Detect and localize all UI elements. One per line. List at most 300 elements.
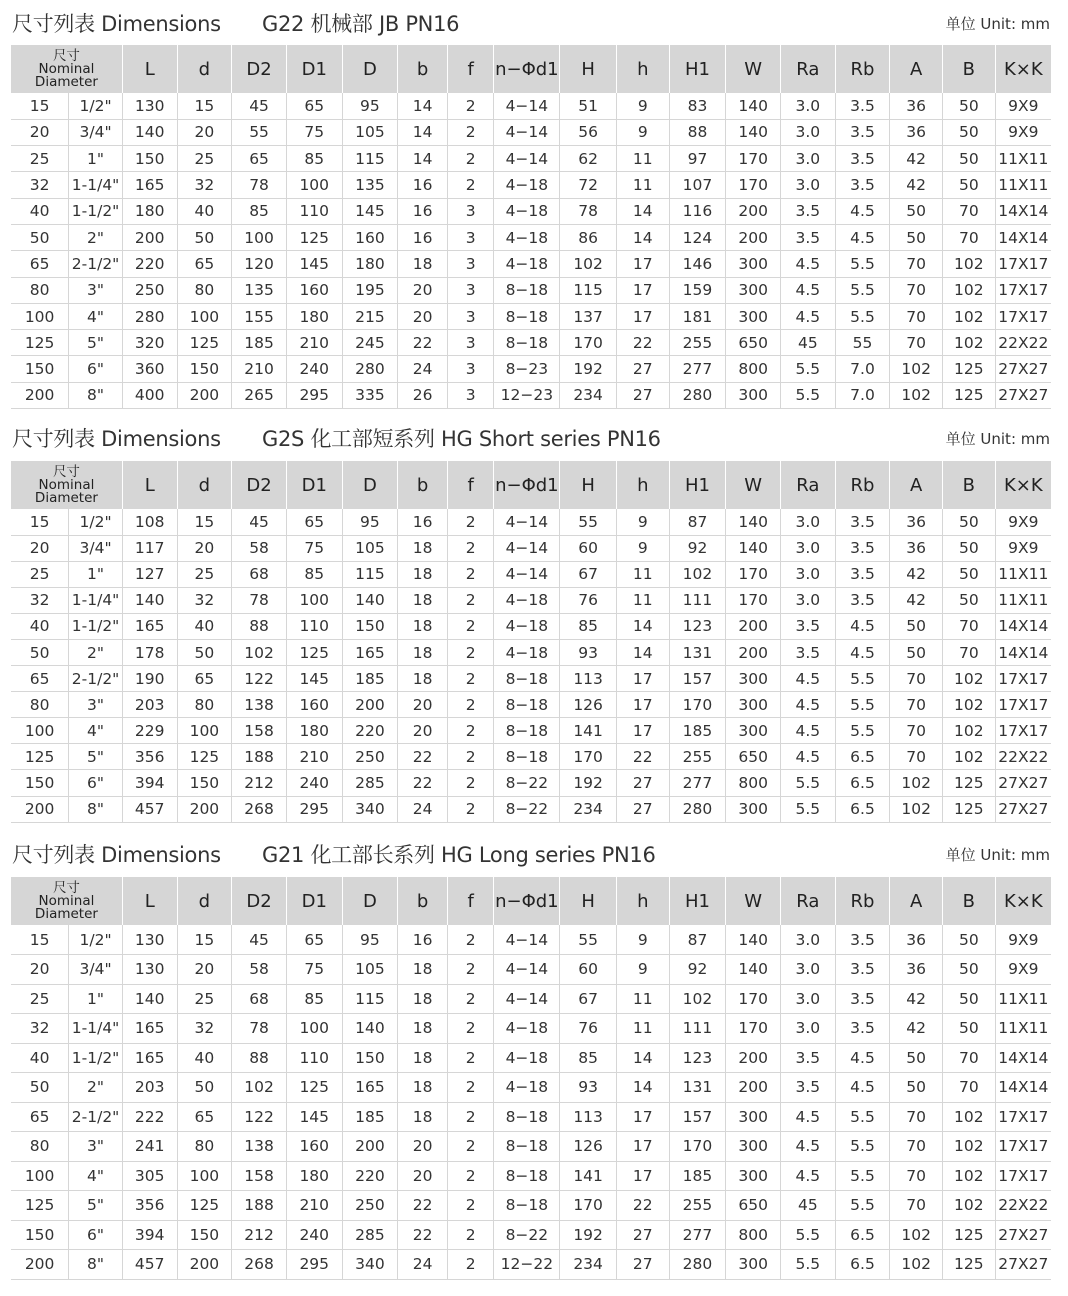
table-cell: 11X11 <box>995 587 1051 613</box>
header-cell: B <box>943 461 996 509</box>
table-cell: 80 <box>11 277 69 303</box>
table-cell: 1-1/2" <box>69 1043 123 1073</box>
table-cell: 5.5 <box>835 1102 890 1132</box>
table-cell: 80 <box>11 1132 69 1162</box>
table-cell: 2 <box>447 119 494 145</box>
table-cell: 4−14 <box>494 119 560 145</box>
table-cell: 20 <box>398 1161 448 1191</box>
table-cell: 25 <box>177 984 232 1014</box>
table-cell: 26 <box>398 382 448 408</box>
table-cell: 78 <box>232 587 287 613</box>
table-cell: 24 <box>398 796 448 822</box>
table-cell: 72 <box>560 172 617 198</box>
table-cell: 50 <box>890 198 943 224</box>
table-cell: 3.5 <box>835 535 890 561</box>
header-cell: n−Φd1 <box>494 877 560 925</box>
header-cell: Rb <box>835 877 890 925</box>
table-cell: 51 <box>560 93 617 119</box>
table-cell: 3.5 <box>835 925 890 955</box>
table-cell: 105 <box>342 535 398 561</box>
table-cell: 150 <box>122 146 177 172</box>
table-cell: 2 <box>447 613 494 639</box>
table-cell: 200 <box>177 382 232 408</box>
table-cell: 145 <box>286 1102 342 1132</box>
table-cell: 25 <box>177 146 232 172</box>
table-cell: 131 <box>669 1073 726 1103</box>
table-cell: 3.5 <box>781 639 836 665</box>
table-cell: 9X9 <box>995 925 1051 955</box>
table-cell: 18 <box>398 251 448 277</box>
table-cell: 14 <box>398 93 448 119</box>
table-cell: 3.5 <box>835 146 890 172</box>
table-cell: 17X17 <box>995 692 1051 718</box>
table-cell: 2 <box>447 509 494 535</box>
table-cell: 65 <box>286 509 342 535</box>
table-cell: 20 <box>177 955 232 985</box>
table-cell: 3.0 <box>781 119 836 145</box>
table-cell: 102 <box>943 303 996 329</box>
table-cell: 70 <box>890 1161 943 1191</box>
table-cell: 3/4" <box>69 119 123 145</box>
table-cell: 131 <box>669 639 726 665</box>
table-cell: 105 <box>342 119 398 145</box>
table-cell: 4−18 <box>494 251 560 277</box>
table-cell: 22X22 <box>995 330 1051 356</box>
table-cell: 100 <box>11 303 69 329</box>
table-cell: 27 <box>616 796 669 822</box>
table-cell: 180 <box>286 1161 342 1191</box>
table-cell: 181 <box>669 303 726 329</box>
table-cell: 203 <box>122 1073 177 1103</box>
table-cell: 165 <box>122 1014 177 1044</box>
table-cell: 340 <box>342 796 398 822</box>
table-cell: 42 <box>890 1014 943 1044</box>
table-cell: 8−18 <box>494 692 560 718</box>
table-cell: 102 <box>943 744 996 770</box>
table-cell: 116 <box>669 198 726 224</box>
table-cell: 394 <box>122 770 177 796</box>
table-cell: 65 <box>177 666 232 692</box>
table-cell: 165 <box>122 613 177 639</box>
table-cell: 125 <box>177 330 232 356</box>
table-cell: 800 <box>726 356 781 382</box>
table-cell: 15 <box>11 509 69 535</box>
header-nominal-line: Diameter <box>34 905 98 922</box>
table-cell: 2 <box>447 770 494 796</box>
table-cell: 8−22 <box>494 796 560 822</box>
table-row <box>11 925 1051 955</box>
header-cell: D1 <box>286 45 342 93</box>
table-cell: 5" <box>69 330 123 356</box>
table-cell: 14 <box>616 198 669 224</box>
table-cell: 200 <box>342 692 398 718</box>
table-cell: 17X17 <box>995 718 1051 744</box>
table-row <box>11 119 1051 145</box>
table-row <box>11 666 1051 692</box>
table-cell: 16 <box>398 509 448 535</box>
table-cell: 27 <box>616 356 669 382</box>
header-cell: A <box>890 461 943 509</box>
table-cell: 18 <box>398 1043 448 1073</box>
table-cell: 135 <box>232 277 287 303</box>
table-cell: 192 <box>560 1220 617 1250</box>
table-row <box>11 770 1051 796</box>
table-cell: 1" <box>69 146 123 172</box>
table-cell: 210 <box>232 356 287 382</box>
table-cell: 9 <box>616 535 669 561</box>
table-cell: 220 <box>342 1161 398 1191</box>
table-cell: 115 <box>342 561 398 587</box>
table-cell: 2 <box>447 692 494 718</box>
table-cell: 125 <box>943 770 996 796</box>
table-cell: 102 <box>943 692 996 718</box>
table-cell: 125 <box>943 796 996 822</box>
table-cell: 234 <box>560 796 617 822</box>
table-cell: 15 <box>11 925 69 955</box>
table-cell: 9X9 <box>995 535 1051 561</box>
table-cell: 185 <box>342 1102 398 1132</box>
table-cell: 11 <box>616 172 669 198</box>
table-cell: 36 <box>890 119 943 145</box>
header-cell: W <box>726 461 781 509</box>
table-cell: 3.0 <box>781 984 836 1014</box>
table-cell: 42 <box>890 587 943 613</box>
table-cell: 170 <box>726 1014 781 1044</box>
section-title-row <box>0 0 1068 40</box>
table-cell: 40 <box>11 613 69 639</box>
table-cell: 356 <box>122 744 177 770</box>
table-cell: 3.0 <box>781 1014 836 1044</box>
table-cell: 123 <box>669 1043 726 1073</box>
header-cell: H <box>560 461 617 509</box>
table-cell: 4−18 <box>494 198 560 224</box>
header-cell: K×K <box>995 877 1051 925</box>
table-cell: 3 <box>447 198 494 224</box>
table-cell: 85 <box>560 1043 617 1073</box>
table-cell: 457 <box>122 1250 177 1280</box>
header-cell: Rb <box>835 45 890 93</box>
dimension-section-g21 <box>0 831 1068 1274</box>
table-cell: 5.5 <box>835 692 890 718</box>
table-cell: 4−14 <box>494 509 560 535</box>
table-cell: 70 <box>890 330 943 356</box>
table-cell: 3 <box>447 382 494 408</box>
table-cell: 102 <box>669 561 726 587</box>
table-cell: 2 <box>447 93 494 119</box>
section-title-row <box>0 831 1068 871</box>
table-cell: 67 <box>560 984 617 1014</box>
table-cell: 3.5 <box>835 984 890 1014</box>
table-cell: 185 <box>669 1161 726 1191</box>
table-cell: 22X22 <box>995 1191 1051 1221</box>
table-cell: 1-1/2" <box>69 613 123 639</box>
table-cell: 1" <box>69 984 123 1014</box>
header-cell: b <box>398 877 448 925</box>
table-cell: 188 <box>232 1191 287 1221</box>
table-cell: 17 <box>616 718 669 744</box>
table-cell: 160 <box>286 692 342 718</box>
table-cell: 155 <box>232 303 287 329</box>
header-cell: H1 <box>669 45 726 93</box>
table-cell: 4−14 <box>494 561 560 587</box>
table-cell: 17 <box>616 1132 669 1162</box>
header-cell: H1 <box>669 877 726 925</box>
table-cell: 15 <box>11 93 69 119</box>
table-cell: 145 <box>286 666 342 692</box>
table-cell: 8" <box>69 382 123 408</box>
table-cell: 5.5 <box>835 718 890 744</box>
table-cell: 17 <box>616 251 669 277</box>
table-cell: 8−18 <box>494 1132 560 1162</box>
table-cell: 170 <box>726 172 781 198</box>
table-cell: 157 <box>669 666 726 692</box>
table-cell: 102 <box>890 1250 943 1280</box>
table-cell: 300 <box>726 277 781 303</box>
table-cell: 1" <box>69 561 123 587</box>
table-cell: 120 <box>232 251 287 277</box>
table-row <box>11 330 1051 356</box>
table-cell: 268 <box>232 1250 287 1280</box>
table-cell: 195 <box>342 277 398 303</box>
table-cell: 17X17 <box>995 277 1051 303</box>
table-cell: 3.5 <box>781 1073 836 1103</box>
table-cell: 192 <box>560 770 617 796</box>
table-cell: 240 <box>286 770 342 796</box>
dimension-section-g22 <box>0 0 1068 405</box>
table-cell: 3.5 <box>781 613 836 639</box>
header-cell: Ra <box>781 45 836 93</box>
table-cell: 50 <box>11 639 69 665</box>
table-cell: 2" <box>69 639 123 665</box>
table-cell: 65 <box>11 1102 69 1132</box>
header-row <box>11 877 1051 925</box>
table-row <box>11 172 1051 198</box>
table-cell: 4.5 <box>835 613 890 639</box>
table-cell: 8−18 <box>494 1161 560 1191</box>
header-cell: h <box>616 45 669 93</box>
table-cell: 68 <box>232 984 287 1014</box>
table-cell: 80 <box>177 692 232 718</box>
table-cell: 50 <box>890 1073 943 1103</box>
header-cell: n−Φd1 <box>494 45 560 93</box>
table-row <box>11 1043 1051 1073</box>
table-cell: 102 <box>943 330 996 356</box>
table-cell: 36 <box>890 955 943 985</box>
table-cell: 8−18 <box>494 1191 560 1221</box>
table-cell: 20 <box>398 303 448 329</box>
header-cell: n−Φd1 <box>494 461 560 509</box>
table-cell: 2-1/2" <box>69 251 123 277</box>
table-cell: 87 <box>669 925 726 955</box>
table-cell: 111 <box>669 1014 726 1044</box>
table-cell: 17X17 <box>995 666 1051 692</box>
table-cell: 280 <box>669 796 726 822</box>
table-cell: 3" <box>69 277 123 303</box>
table-cell: 300 <box>726 382 781 408</box>
table-cell: 11X11 <box>995 984 1051 1014</box>
table-cell: 18 <box>398 1073 448 1103</box>
table-cell: 102 <box>890 770 943 796</box>
table-cell: 150 <box>177 356 232 382</box>
table-cell: 40 <box>11 198 69 224</box>
table-cell: 4−18 <box>494 1043 560 1073</box>
table-cell: 2 <box>447 984 494 1014</box>
table-cell: 4−18 <box>494 639 560 665</box>
table-cell: 102 <box>890 796 943 822</box>
table-cell: 140 <box>726 119 781 145</box>
header-cell: K×K <box>995 461 1051 509</box>
table-cell: 40 <box>177 1043 232 1073</box>
table-cell: 65 <box>11 251 69 277</box>
table-cell: 4−14 <box>494 535 560 561</box>
table-cell: 7.0 <box>835 382 890 408</box>
table-cell: 27 <box>616 1220 669 1250</box>
table-cell: 65 <box>286 93 342 119</box>
table-cell: 18 <box>398 984 448 1014</box>
header-nominal-diameter <box>11 461 122 509</box>
table-cell: 50 <box>177 1073 232 1103</box>
table-cell: 1-1/2" <box>69 198 123 224</box>
table-cell: 62 <box>560 146 617 172</box>
table-cell: 20 <box>398 277 448 303</box>
table-cell: 8" <box>69 796 123 822</box>
table-cell: 40 <box>11 1043 69 1073</box>
table-cell: 50 <box>943 955 996 985</box>
table-cell: 165 <box>122 1043 177 1073</box>
table-row <box>11 613 1051 639</box>
header-nominal-line: Nominal <box>38 892 95 909</box>
table-cell: 5.5 <box>835 1191 890 1221</box>
table-cell: 125 <box>943 1250 996 1280</box>
table-cell: 170 <box>669 692 726 718</box>
table-cell: 140 <box>342 1014 398 1044</box>
table-cell: 11X11 <box>995 561 1051 587</box>
table-cell: 50 <box>943 119 996 145</box>
table-cell: 111 <box>669 587 726 613</box>
table-cell: 102 <box>943 666 996 692</box>
table-cell: 255 <box>669 744 726 770</box>
table-cell: 70 <box>890 1132 943 1162</box>
table-cell: 2 <box>447 587 494 613</box>
table-cell: 27 <box>616 382 669 408</box>
table-row <box>11 303 1051 329</box>
table-cell: 5.5 <box>781 1250 836 1280</box>
table-cell: 50 <box>943 1014 996 1044</box>
header-row <box>11 461 1051 509</box>
table-cell: 70 <box>943 639 996 665</box>
table-cell: 4−18 <box>494 587 560 613</box>
table-cell: 180 <box>286 303 342 329</box>
table-cell: 300 <box>726 1132 781 1162</box>
table-cell: 3" <box>69 692 123 718</box>
table-cell: 5.5 <box>781 770 836 796</box>
table-cell: 140 <box>726 955 781 985</box>
table-cell: 11 <box>616 984 669 1014</box>
table-row <box>11 587 1051 613</box>
unit-label: 单位 Unit: mm <box>945 15 1050 33</box>
table-cell: 50 <box>943 984 996 1014</box>
header-cell: b <box>398 461 448 509</box>
table-cell: 18 <box>398 561 448 587</box>
table-cell: 229 <box>122 718 177 744</box>
table-cell: 32 <box>11 587 69 613</box>
table-cell: 78 <box>232 1014 287 1044</box>
table-cell: 2 <box>447 1132 494 1162</box>
table-cell: 36 <box>890 535 943 561</box>
table-cell: 115 <box>560 277 617 303</box>
table-cell: 110 <box>286 613 342 639</box>
section-title-row <box>0 415 1068 455</box>
header-cell: A <box>890 877 943 925</box>
table-cell: 8−18 <box>494 277 560 303</box>
table-cell: 250 <box>342 744 398 770</box>
table-cell: 9 <box>616 955 669 985</box>
table-cell: 277 <box>669 770 726 796</box>
table-cell: 2 <box>447 561 494 587</box>
table-cell: 86 <box>560 224 617 250</box>
table-cell: 14X14 <box>995 1043 1051 1073</box>
table-cell: 141 <box>560 718 617 744</box>
table-cell: 125 <box>943 382 996 408</box>
table-cell: 8−18 <box>494 666 560 692</box>
table-cell: 2 <box>447 1102 494 1132</box>
table-cell: 215 <box>342 303 398 329</box>
table-cell: 14X14 <box>995 198 1051 224</box>
table-cell: 8−22 <box>494 770 560 796</box>
table-cell: 88 <box>669 119 726 145</box>
table-cell: 5" <box>69 1191 123 1221</box>
table-cell: 8−18 <box>494 744 560 770</box>
table-cell: 300 <box>726 796 781 822</box>
table-cell: 14 <box>616 1073 669 1103</box>
table-cell: 55 <box>560 925 617 955</box>
table-cell: 3 <box>447 356 494 382</box>
table-cell: 14 <box>398 119 448 145</box>
table-cell: 140 <box>342 587 398 613</box>
table-cell: 2 <box>447 146 494 172</box>
table-cell: 335 <box>342 382 398 408</box>
header-cell: H <box>560 877 617 925</box>
table-cell: 3.5 <box>781 1043 836 1073</box>
table-cell: 140 <box>726 509 781 535</box>
table-cell: 140 <box>122 984 177 1014</box>
table-cell: 50 <box>890 1043 943 1073</box>
table-cell: 108 <box>122 509 177 535</box>
table-cell: 6.5 <box>835 770 890 796</box>
table-cell: 170 <box>669 1132 726 1162</box>
header-cell: D2 <box>232 45 287 93</box>
table-cell: 320 <box>122 330 177 356</box>
table-cell: 3 <box>447 330 494 356</box>
table-row <box>11 382 1051 408</box>
table-cell: 18 <box>398 1014 448 1044</box>
table-row <box>11 796 1051 822</box>
table-row <box>11 1250 1051 1280</box>
table-cell: 100 <box>177 303 232 329</box>
table-cell: 3.0 <box>781 509 836 535</box>
table-cell: 1-1/4" <box>69 587 123 613</box>
table-cell: 17X17 <box>995 1132 1051 1162</box>
table-cell: 200 <box>726 1073 781 1103</box>
table-cell: 300 <box>726 251 781 277</box>
table-cell: 3 <box>447 224 494 250</box>
table-cell: 92 <box>669 955 726 985</box>
table-cell: 140 <box>726 925 781 955</box>
table-cell: 3.0 <box>781 535 836 561</box>
table-cell: 100 <box>286 1014 342 1044</box>
table-cell: 170 <box>560 1191 617 1221</box>
table-cell: 11 <box>616 146 669 172</box>
